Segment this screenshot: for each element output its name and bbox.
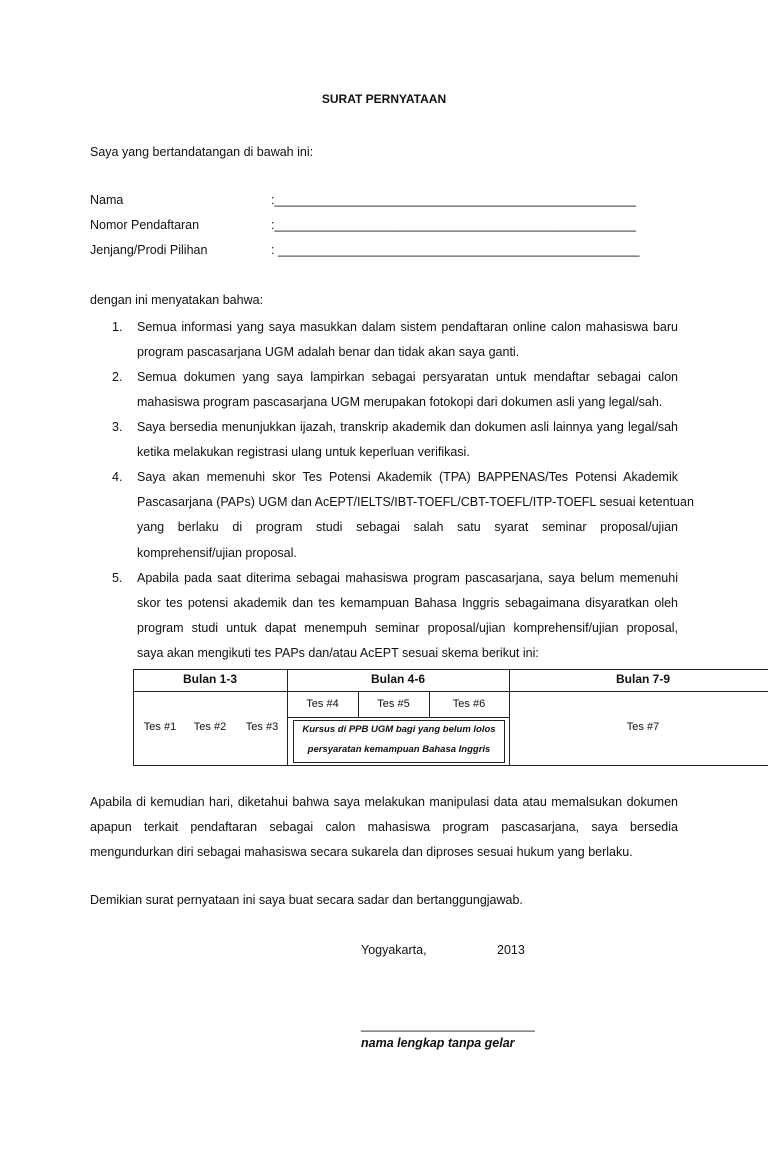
statement-text: Demikian surat pernyataan ini saya buat secara sadar dan bertanggungjawab.	[90, 893, 523, 907]
test-schedule-table	[133, 669, 768, 766]
list-item-line: ketika melakukan registrasi ulang untuk keperluan verifikasi.	[137, 445, 470, 459]
declaration-intro: dengan ini menyatakan bahwa:	[90, 293, 264, 307]
course-note-line-1: Kursus di PPB UGM bagi yang belum lolos	[302, 724, 496, 735]
list-item-line: Apabila pada saat diterima sebagai mahasiswa program pascasarjana, saya belum memenuhi	[137, 571, 678, 585]
field-label-nomor: Nomor Pendaftaran	[90, 218, 200, 232]
test-3-cell: Tes #3	[245, 721, 279, 733]
list-item-line: program studi untuk dapat menempuh seminar proposal/ujian komprehensif/ujian proposal,	[137, 621, 678, 635]
table-border	[287, 717, 509, 718]
test-1-cell: Tes #1	[143, 721, 177, 733]
list-item-line: mahasiswa program pascasarjana UGM merupakan fotokopi dari dokumen asli yang legal/sah.	[137, 395, 663, 409]
list-item-line: Semua dokumen yang saya lampirkan sebagai persyaratan untuk mendaftar sebagai calon	[137, 370, 678, 384]
list-number: 5.	[112, 571, 123, 585]
list-item-line: skor tes potensi akademik dan tes kemampuan Bahasa Inggris sebagaimana disyaratkan oleh	[137, 596, 678, 610]
year-label: 2013	[497, 943, 525, 957]
field-blank-nomor: :____________________________________________________	[271, 218, 636, 232]
intro-text: Saya yang bertandatangan di bawah ini:	[90, 145, 314, 159]
list-number: 3.	[112, 420, 123, 434]
test-2-cell: Tes #2	[193, 721, 227, 733]
table-border	[133, 691, 768, 692]
field-blank-nama: :____________________________________________________	[271, 193, 636, 207]
header-bulan-7-9: Bulan 7-9	[615, 672, 670, 686]
list-item-line: saya akan mengikuti tes PAPs dan/atau AcEPT sesuai skema berikut ini:	[137, 646, 539, 660]
table-border	[133, 669, 768, 670]
list-number: 2.	[112, 370, 123, 384]
list-item-line: Saya akan memenuhi skor Tes Potensi Akademik (TPA) BAPPENAS/Tes Potensi Akademik	[137, 470, 678, 484]
place-label: Yogyakarta,	[361, 943, 427, 957]
list-item-line: komprehensif/ujian proposal.	[137, 546, 297, 560]
table-border	[293, 762, 505, 763]
closing-paragraph-line: mengundurkan diri sebagai mahasiswa secara sukarela dan diproses sesuai hukum yang berlaku.	[90, 845, 633, 859]
list-item-line: Saya bersedia menunjukkan ijazah, transkrip akademik dan dokumen asli lainnya yang legal/sah	[137, 420, 678, 434]
header-bulan-4-6: Bulan 4-6	[370, 672, 425, 686]
field-label-jenjang: Jenjang/Prodi Pilihan	[90, 243, 208, 257]
test-5-cell: Tes #5	[377, 698, 410, 710]
list-number: 1.	[112, 320, 123, 334]
test-4-cell: Tes #4	[306, 698, 339, 710]
list-item-line: program pascasarjana UGM adalah benar dan tidak akan saya ganti.	[137, 345, 520, 359]
test-6-cell: Tes #6	[452, 698, 486, 710]
closing-paragraph-line: apapun terkait pendaftaran sebagai calon mahasiswa program pascasarjana, saya bersedia	[90, 820, 678, 834]
table-border	[133, 765, 768, 766]
signature-name: nama lengkap tanpa gelar	[361, 1036, 515, 1050]
field-blank-jenjang: : ____________________________________________________	[271, 243, 640, 257]
field-label-nama: Nama	[90, 193, 124, 207]
page-title: SURAT PERNYATAAN	[321, 92, 447, 106]
course-note-line-2: persyaratan kemampuan Bahasa Inggris	[307, 744, 491, 755]
list-item-line: Semua informasi yang saya masukkan dalam sistem pendaftaran online calon mahasiswa baru	[137, 320, 678, 334]
list-item-line: Pascasarjana (PAPs) UGM dan AcEPT/IELTS/IBT-TOEFL/CBT-TOEFL/ITP-TOEFL sesuai ketentuan	[137, 495, 694, 509]
test-7-cell: Tes #7	[626, 721, 660, 733]
list-number: 4.	[112, 470, 123, 484]
signature-line: _________________________	[361, 1018, 535, 1032]
header-bulan-1-3: Bulan 1-3	[182, 672, 237, 686]
table-border	[293, 720, 505, 721]
list-item-line: yang berlaku di program studi sebagai salah satu syarat seminar proposal/ujian	[137, 520, 678, 534]
closing-paragraph-line: Apabila di kemudian hari, diketahui bahwa saya melakukan manipulasi data atau memalsukan dokumen	[90, 795, 678, 809]
